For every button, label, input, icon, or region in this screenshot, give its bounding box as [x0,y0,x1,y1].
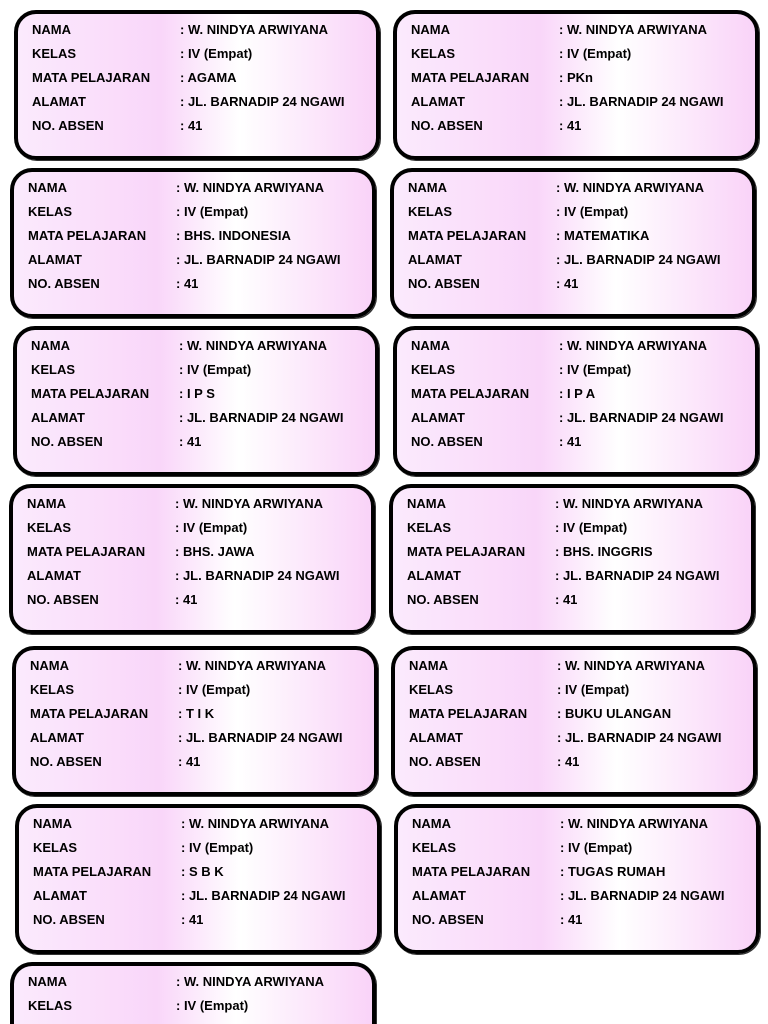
kelas-row [27,518,363,538]
mata-pelajaran-row [32,68,368,88]
no-absen-value: : 41 [176,276,199,291]
mata-pelajaran-label: MATA PELAJARAN [411,386,530,401]
name-label-card [10,962,376,1024]
no-absen-row [32,116,368,136]
alamat-value: : JL. BARNADIP 24 NGAWI [176,252,341,267]
name-label-card [390,168,756,318]
kelas-label: KELAS [408,204,453,219]
nama-value: : W. NINDYA ARWIYANA [555,496,704,511]
alamat-label: ALAMAT [31,410,85,425]
kelas-row [408,202,744,222]
kelas-row [33,838,369,858]
kelas-label: KELAS [31,362,76,377]
mata-pelajaran-value: : BHS. INDONESIA [176,228,291,243]
mata-pelajaran-label: MATA PELAJARAN [407,544,526,559]
name-label-card [393,10,759,160]
mata-pelajaran-value: : S B K [181,864,224,879]
kelas-row [409,680,745,700]
alamat-value: : JL. BARNADIP 24 NGAWI [556,252,721,267]
kelas-value: : IV (Empat) [555,520,628,535]
nama-label: NAMA [28,180,67,195]
kelas-value: : IV (Empat) [560,840,633,855]
name-label-card [13,326,379,476]
no-absen-label: NO. ABSEN [33,912,105,927]
no-absen-label: NO. ABSEN [27,592,99,607]
mata-pelajaran-row [28,226,364,246]
kelas-value: : IV (Empat) [176,998,249,1013]
mata-pelajaran-label: MATA PELAJARAN [408,228,527,243]
no-absen-value: : 41 [178,754,201,769]
kelas-row [31,360,367,380]
nama-value: : W. NINDYA ARWIYANA [178,658,327,673]
kelas-row [407,518,743,538]
mata-pelajaran-label: MATA PELAJARAN [33,864,152,879]
mata-pelajaran-row [412,862,748,882]
nama-row [33,814,369,834]
kelas-value: : IV (Empat) [179,362,252,377]
alamat-value: : JL. BARNADIP 24 NGAWI [559,94,724,109]
no-absen-value: : 41 [559,434,582,449]
no-absen-value: : 41 [560,912,583,927]
no-absen-row [30,752,366,772]
kelas-row [28,996,364,1016]
kelas-label: KELAS [411,46,456,61]
no-absen-row [411,116,747,136]
no-absen-row [31,432,367,452]
nama-value: : W. NINDYA ARWIYANA [176,180,325,195]
kelas-label: KELAS [27,520,72,535]
mata-pelajaran-row [33,862,369,882]
nama-value: : W. NINDYA ARWIYANA [559,338,708,353]
kelas-label: KELAS [409,682,454,697]
name-label-card [393,326,759,476]
nama-row [31,336,367,356]
nama-label: NAMA [33,816,72,831]
kelas-label: KELAS [28,998,73,1013]
no-absen-label: NO. ABSEN [411,434,483,449]
nama-value: : W. NINDYA ARWIYANA [175,496,324,511]
no-absen-row [33,910,369,930]
nama-row [28,972,364,992]
mata-pelajaran-value: : BHS. INGGRIS [555,544,653,559]
alamat-row [30,728,366,748]
kelas-label: KELAS [28,204,73,219]
nama-value: : W. NINDYA ARWIYANA [559,22,708,37]
alamat-row [411,408,747,428]
kelas-value: : IV (Empat) [178,682,251,697]
nama-label: NAMA [412,816,451,831]
alamat-value: : JL. BARNADIP 24 NGAWI [181,888,346,903]
alamat-row [408,250,744,270]
mata-pelajaran-label: MATA PELAJARAN [27,544,146,559]
alamat-row [409,728,745,748]
mata-pelajaran-value: : I P A [559,386,596,401]
kelas-row [411,360,747,380]
mata-pelajaran-row [31,384,367,404]
no-absen-value: : 41 [559,118,582,133]
name-label-card [15,804,381,954]
alamat-label: ALAMAT [32,94,86,109]
mata-pelajaran-value: : PKn [559,70,593,85]
alamat-value: : JL. BARNADIP 24 NGAWI [559,410,724,425]
no-absen-label: NO. ABSEN [30,754,102,769]
kelas-value: : IV (Empat) [180,46,253,61]
nama-value: : W. NINDYA ARWIYANA [179,338,328,353]
no-absen-row [412,910,748,930]
mata-pelajaran-row [409,704,745,724]
alamat-value: : JL. BARNADIP 24 NGAWI [178,730,343,745]
kelas-value: : IV (Empat) [559,46,632,61]
alamat-row [412,886,748,906]
alamat-label: ALAMAT [30,730,84,745]
name-label-card [391,646,757,796]
name-label-card [394,804,760,954]
kelas-value: : IV (Empat) [557,682,630,697]
nama-label: NAMA [409,658,448,673]
mata-pelajaran-label: MATA PELAJARAN [411,70,530,85]
nama-row [408,178,744,198]
alamat-label: ALAMAT [407,568,461,583]
kelas-value: : IV (Empat) [176,204,249,219]
mata-pelajaran-value: : MATEMATIKA [556,228,650,243]
nama-row [28,178,364,198]
nama-label: NAMA [408,180,447,195]
mata-pelajaran-value: : I P S [179,386,215,401]
no-absen-row [409,752,745,772]
no-absen-value: : 41 [557,754,580,769]
mata-pelajaran-label: MATA PELAJARAN [409,706,528,721]
alamat-value: : JL. BARNADIP 24 NGAWI [175,568,340,583]
nama-label: NAMA [30,658,69,673]
alamat-label: ALAMAT [412,888,466,903]
mata-pelajaran-row [407,542,743,562]
alamat-label: ALAMAT [409,730,463,745]
alamat-value: : JL. BARNADIP 24 NGAWI [557,730,722,745]
kelas-label: KELAS [32,46,77,61]
mata-pelajaran-value: : AGAMA [180,70,237,85]
alamat-row [27,566,363,586]
mata-pelajaran-label: MATA PELAJARAN [28,228,147,243]
kelas-row [411,44,747,64]
mata-pelajaran-value: : T I K [178,706,215,721]
kelas-row [32,44,368,64]
alamat-label: ALAMAT [408,252,462,267]
mata-pelajaran-label: MATA PELAJARAN [31,386,150,401]
name-label-card [9,484,375,634]
no-absen-value: : 41 [556,276,579,291]
alamat-value: : JL. BARNADIP 24 NGAWI [179,410,344,425]
alamat-label: ALAMAT [33,888,87,903]
kelas-row [30,680,366,700]
nama-value: : W. NINDYA ARWIYANA [181,816,330,831]
nama-row [32,20,368,40]
nama-value: : W. NINDYA ARWIYANA [556,180,705,195]
alamat-label: ALAMAT [27,568,81,583]
nama-label: NAMA [411,338,450,353]
alamat-value: : JL. BARNADIP 24 NGAWI [555,568,720,583]
no-absen-value: : 41 [179,434,202,449]
no-absen-label: NO. ABSEN [411,118,483,133]
no-absen-label: NO. ABSEN [32,118,104,133]
mata-pelajaran-row [30,704,366,724]
no-absen-label: NO. ABSEN [407,592,479,607]
alamat-label: ALAMAT [411,410,465,425]
alamat-row [411,92,747,112]
nama-label: NAMA [27,496,66,511]
nama-value: : W. NINDYA ARWIYANA [557,658,706,673]
alamat-row [33,886,369,906]
kelas-value: : IV (Empat) [559,362,632,377]
mata-pelajaran-row [411,384,747,404]
nama-row [30,656,366,676]
name-label-card [389,484,755,634]
name-label-card [14,10,380,160]
no-absen-row [411,432,747,452]
nama-label: NAMA [28,974,67,989]
mata-pelajaran-row [411,68,747,88]
nama-value: : W. NINDYA ARWIYANA [180,22,329,37]
no-absen-label: NO. ABSEN [31,434,103,449]
kelas-label: KELAS [412,840,457,855]
alamat-row [31,408,367,428]
kelas-label: KELAS [30,682,75,697]
alamat-row [407,566,743,586]
kelas-row [28,202,364,222]
kelas-value: : IV (Empat) [556,204,629,219]
mata-pelajaran-label: MATA PELAJARAN [32,70,151,85]
kelas-row [412,838,748,858]
nama-row [411,336,747,356]
no-absen-label: NO. ABSEN [408,276,480,291]
no-absen-row [407,590,743,610]
kelas-value: : IV (Empat) [181,840,254,855]
nama-label: NAMA [32,22,71,37]
nama-label: NAMA [31,338,70,353]
alamat-row [28,250,364,270]
mata-pelajaran-value: : TUGAS RUMAH [560,864,666,879]
mata-pelajaran-label: MATA PELAJARAN [30,706,149,721]
nama-label: NAMA [407,496,446,511]
nama-row [409,656,745,676]
nama-row [407,494,743,514]
no-absen-value: : 41 [181,912,204,927]
no-absen-label: NO. ABSEN [409,754,481,769]
mata-pelajaran-label: MATA PELAJARAN [412,864,531,879]
mata-pelajaran-row [408,226,744,246]
no-absen-row [27,590,363,610]
mata-pelajaran-row [27,542,363,562]
alamat-value: : JL. BARNADIP 24 NGAWI [560,888,725,903]
nama-row [412,814,748,834]
name-label-card [12,646,378,796]
kelas-value: : IV (Empat) [175,520,248,535]
alamat-value: : JL. BARNADIP 24 NGAWI [180,94,345,109]
nama-row [411,20,747,40]
kelas-label: KELAS [411,362,456,377]
no-absen-row [408,274,744,294]
no-absen-value: : 41 [180,118,203,133]
no-absen-label: NO. ABSEN [28,276,100,291]
alamat-label: ALAMAT [28,252,82,267]
no-absen-label: NO. ABSEN [412,912,484,927]
name-label-card [10,168,376,318]
kelas-label: KELAS [33,840,78,855]
nama-value: : W. NINDYA ARWIYANA [560,816,709,831]
nama-value: : W. NINDYA ARWIYANA [176,974,325,989]
no-absen-row [28,274,364,294]
nama-label: NAMA [411,22,450,37]
alamat-label: ALAMAT [411,94,465,109]
no-absen-value: : 41 [175,592,198,607]
mata-pelajaran-value: : BHS. JAWA [175,544,255,559]
no-absen-value: : 41 [555,592,578,607]
kelas-label: KELAS [407,520,452,535]
alamat-row [32,92,368,112]
mata-pelajaran-value: : BUKU ULANGAN [557,706,672,721]
nama-row [27,494,363,514]
